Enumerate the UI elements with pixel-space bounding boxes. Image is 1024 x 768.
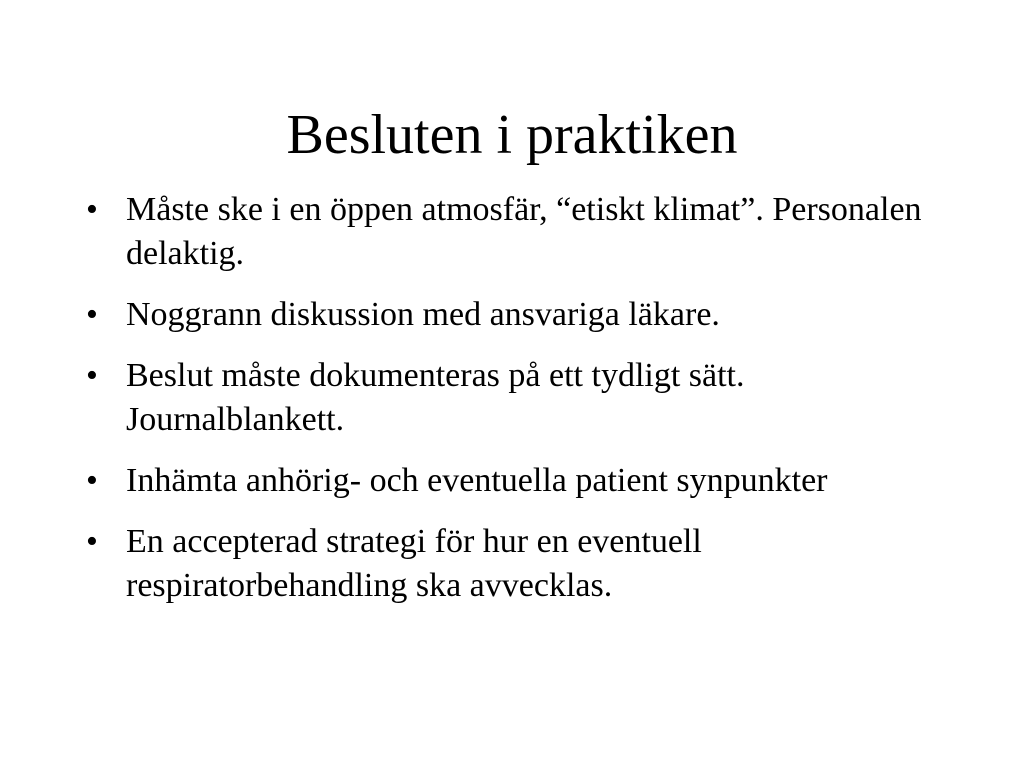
- bullet-item: [86, 188, 966, 276]
- bullet-text: Beslut måste dokumenteras på ett tydligt sätt. Journalblankett.: [126, 357, 745, 438]
- bullet-item: [86, 354, 966, 442]
- bullet-icon: •: [86, 523, 98, 560]
- bullet-icon: •: [86, 357, 98, 394]
- bullet-item: [86, 459, 966, 503]
- bullet-text: Inhämta anhörig- och eventuella patient synpunkter: [126, 462, 828, 499]
- bullet-icon: •: [86, 191, 98, 228]
- bullet-item: [86, 293, 966, 337]
- bullet-item: [86, 520, 966, 608]
- slide-title: Besluten i praktiken: [286, 104, 738, 166]
- bullet-icon: •: [86, 462, 98, 499]
- bullet-text: En accepterad strategi för hur en eventuell respiratorbehandling ska avvecklas.: [126, 523, 702, 604]
- bullet-icon: •: [86, 296, 98, 333]
- bullet-text: Måste ske i en öppen atmosfär, “etiskt klimat”. Personalen delaktig.: [126, 191, 922, 272]
- bullet-list: [86, 188, 966, 625]
- bullet-text: Noggrann diskussion med ansvariga läkare.: [126, 296, 720, 333]
